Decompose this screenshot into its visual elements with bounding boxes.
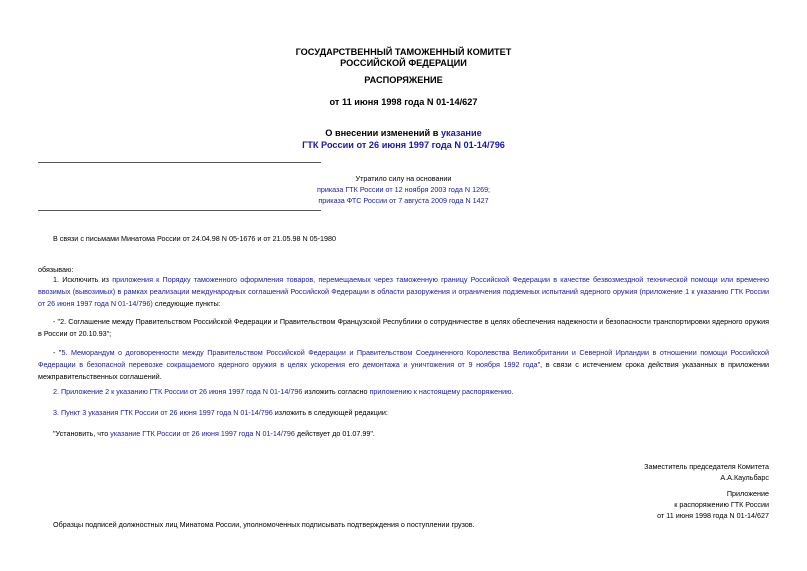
subject-prefix: О внесении изменений в: [325, 128, 439, 138]
paragraph-1: 1. Исключить из приложения к Порядку таможенного оформления товаров, перемещаемых через таможенную границу Российской Федерации в качестве безвозмездной технической помощи или временно ввозимых (вывозимых) в рамках реализации международных соглашений Российской Федерации в области разоружения и ограничения подземных испытаний ядерного оружия (приложение 1 к указанию ГТК России от 26 июня 1997 года N 01-14/796) следующие пункты:: [38, 275, 769, 308]
document-header: [0, 47, 807, 69]
appendix-header: [657, 488, 769, 521]
paragraph-2-link-2[interactable]: приложению к настоящему распоряжению: [369, 387, 512, 396]
signature-title: Заместитель председателя Комитета: [644, 462, 769, 471]
subject-link-line2[interactable]: ГТК России от 26 июня 1997 года N 01-14/796: [302, 140, 505, 150]
excluded-item-5: - "5. Меморандум о договоренности между Правительством Российской Федерации и Правительством Соединенного Королевства Великобритании и Северной Ирландии в отношении помощи Российской Федерации в безопасной перевозке сокращаемого ядерного оружия в целях ускорения его демонтажа и уничтожения от 9 ноября 1992 года", в связи с истечением срока действия указанных в приложении межправительственных соглашений.: [38, 348, 770, 381]
paragraph-3: 3. Пункт 3 указания ГТК России от 26 июня 1997 года N 01-14/796 изложить в следующей редакции:: [53, 408, 388, 417]
status-block: [0, 173, 807, 206]
status-text: Утратило силу на основании: [355, 174, 452, 183]
excluded-item-2: - "2. Соглашение между Правительством Российской Федерации и Правительством Французской Республики о сотрудничестве в целях обеспечения надежности и безопасности транспортировки ядерного оружия в России от 20.10.93";: [38, 317, 769, 338]
intro-paragraph: В связи с письмами Минатома России от 24.04.98 N 05-1676 и от 21.05.98 N 05-1980: [53, 234, 337, 243]
paragraph-2: 2. Приложение 2 к указанию ГТК России от 26 июня 1997 года N 01-14/796 изложить согласно приложению к настоящему распоряжению.: [53, 387, 514, 396]
status-link-1[interactable]: приказа ГТК России от 12 ноября 2003 года N 1269;: [316, 185, 491, 194]
quoted-provision: "Установить, что указание ГТК России от 26 июня 1997 года N 01-14/796 действует до 01.07.99".: [53, 429, 375, 438]
obliging-word: обязываю:: [38, 265, 74, 274]
paragraph-2-link-1[interactable]: 2. Приложение 2 к указанию ГТК России от 26 июня 1997 года N 01-14/796: [53, 387, 303, 396]
document-type: РАСПОРЯЖЕНИЕ: [364, 75, 443, 85]
subject-link[interactable]: указание: [440, 128, 482, 138]
document-date-number: от 11 июня 1998 года N 01-14/627: [329, 97, 478, 107]
appendix-text: Образцы подписей должностных лиц Минатома России, уполномоченных подписывать подтверждения о поступлении грузов.: [53, 520, 475, 529]
quote-link[interactable]: указание ГТК России от 26 июня 1997 года N 01-14/796: [110, 429, 295, 438]
signature-block: [644, 461, 769, 483]
status-link-2[interactable]: приказа ФТС России от 7 августа 2009 года N 1427: [318, 196, 489, 205]
appendix-line3: от 11 июня 1998 года N 01-14/627: [657, 511, 769, 520]
document-subject: [0, 127, 807, 151]
divider-bottom: [38, 210, 321, 211]
appendix-label: Приложение: [726, 489, 769, 498]
item-5-link[interactable]: 5. Меморандум о договоренности между Правительством Российской Федерации и Правительством Соединенного Королевства Великобритании и Северной Ирландии в отношении помощи Российской Федерации в безопасной перевозке сокращаемого ядерного оружия в целях ускорения его демонтажа и уничтожения от 9 ноября 1992 года: [38, 348, 769, 369]
org-name-line2: РОССИЙСКОЙ ФЕДЕРАЦИИ: [340, 58, 467, 68]
paragraph-3-link[interactable]: 3. Пункт 3 указания ГТК России от 26 июня 1997 года N 01-14/796: [53, 408, 273, 417]
divider-top: [38, 162, 321, 163]
appendix-line2: к распоряжению ГТК России: [674, 500, 769, 509]
signature-name: А.А.Каульбарс: [720, 473, 769, 482]
paragraph-1-link[interactable]: приложения к Порядку таможенного оформления товаров, перемещаемых через таможенную границу Российской Федерации в качестве безвозмездной технической помощи или временно ввозимых (вывозимых) в рамках реализации международных соглашений Российской Федерации в области разоружения и ограничения подземных испытаний ядерного оружия (приложение 1 к указанию ГТК России от 26 июня 1997 года N 01-14/796): [38, 275, 769, 308]
org-name-line1: ГОСУДАРСТВЕННЫЙ ТАМОЖЕННЫЙ КОМИТЕТ: [295, 47, 512, 57]
